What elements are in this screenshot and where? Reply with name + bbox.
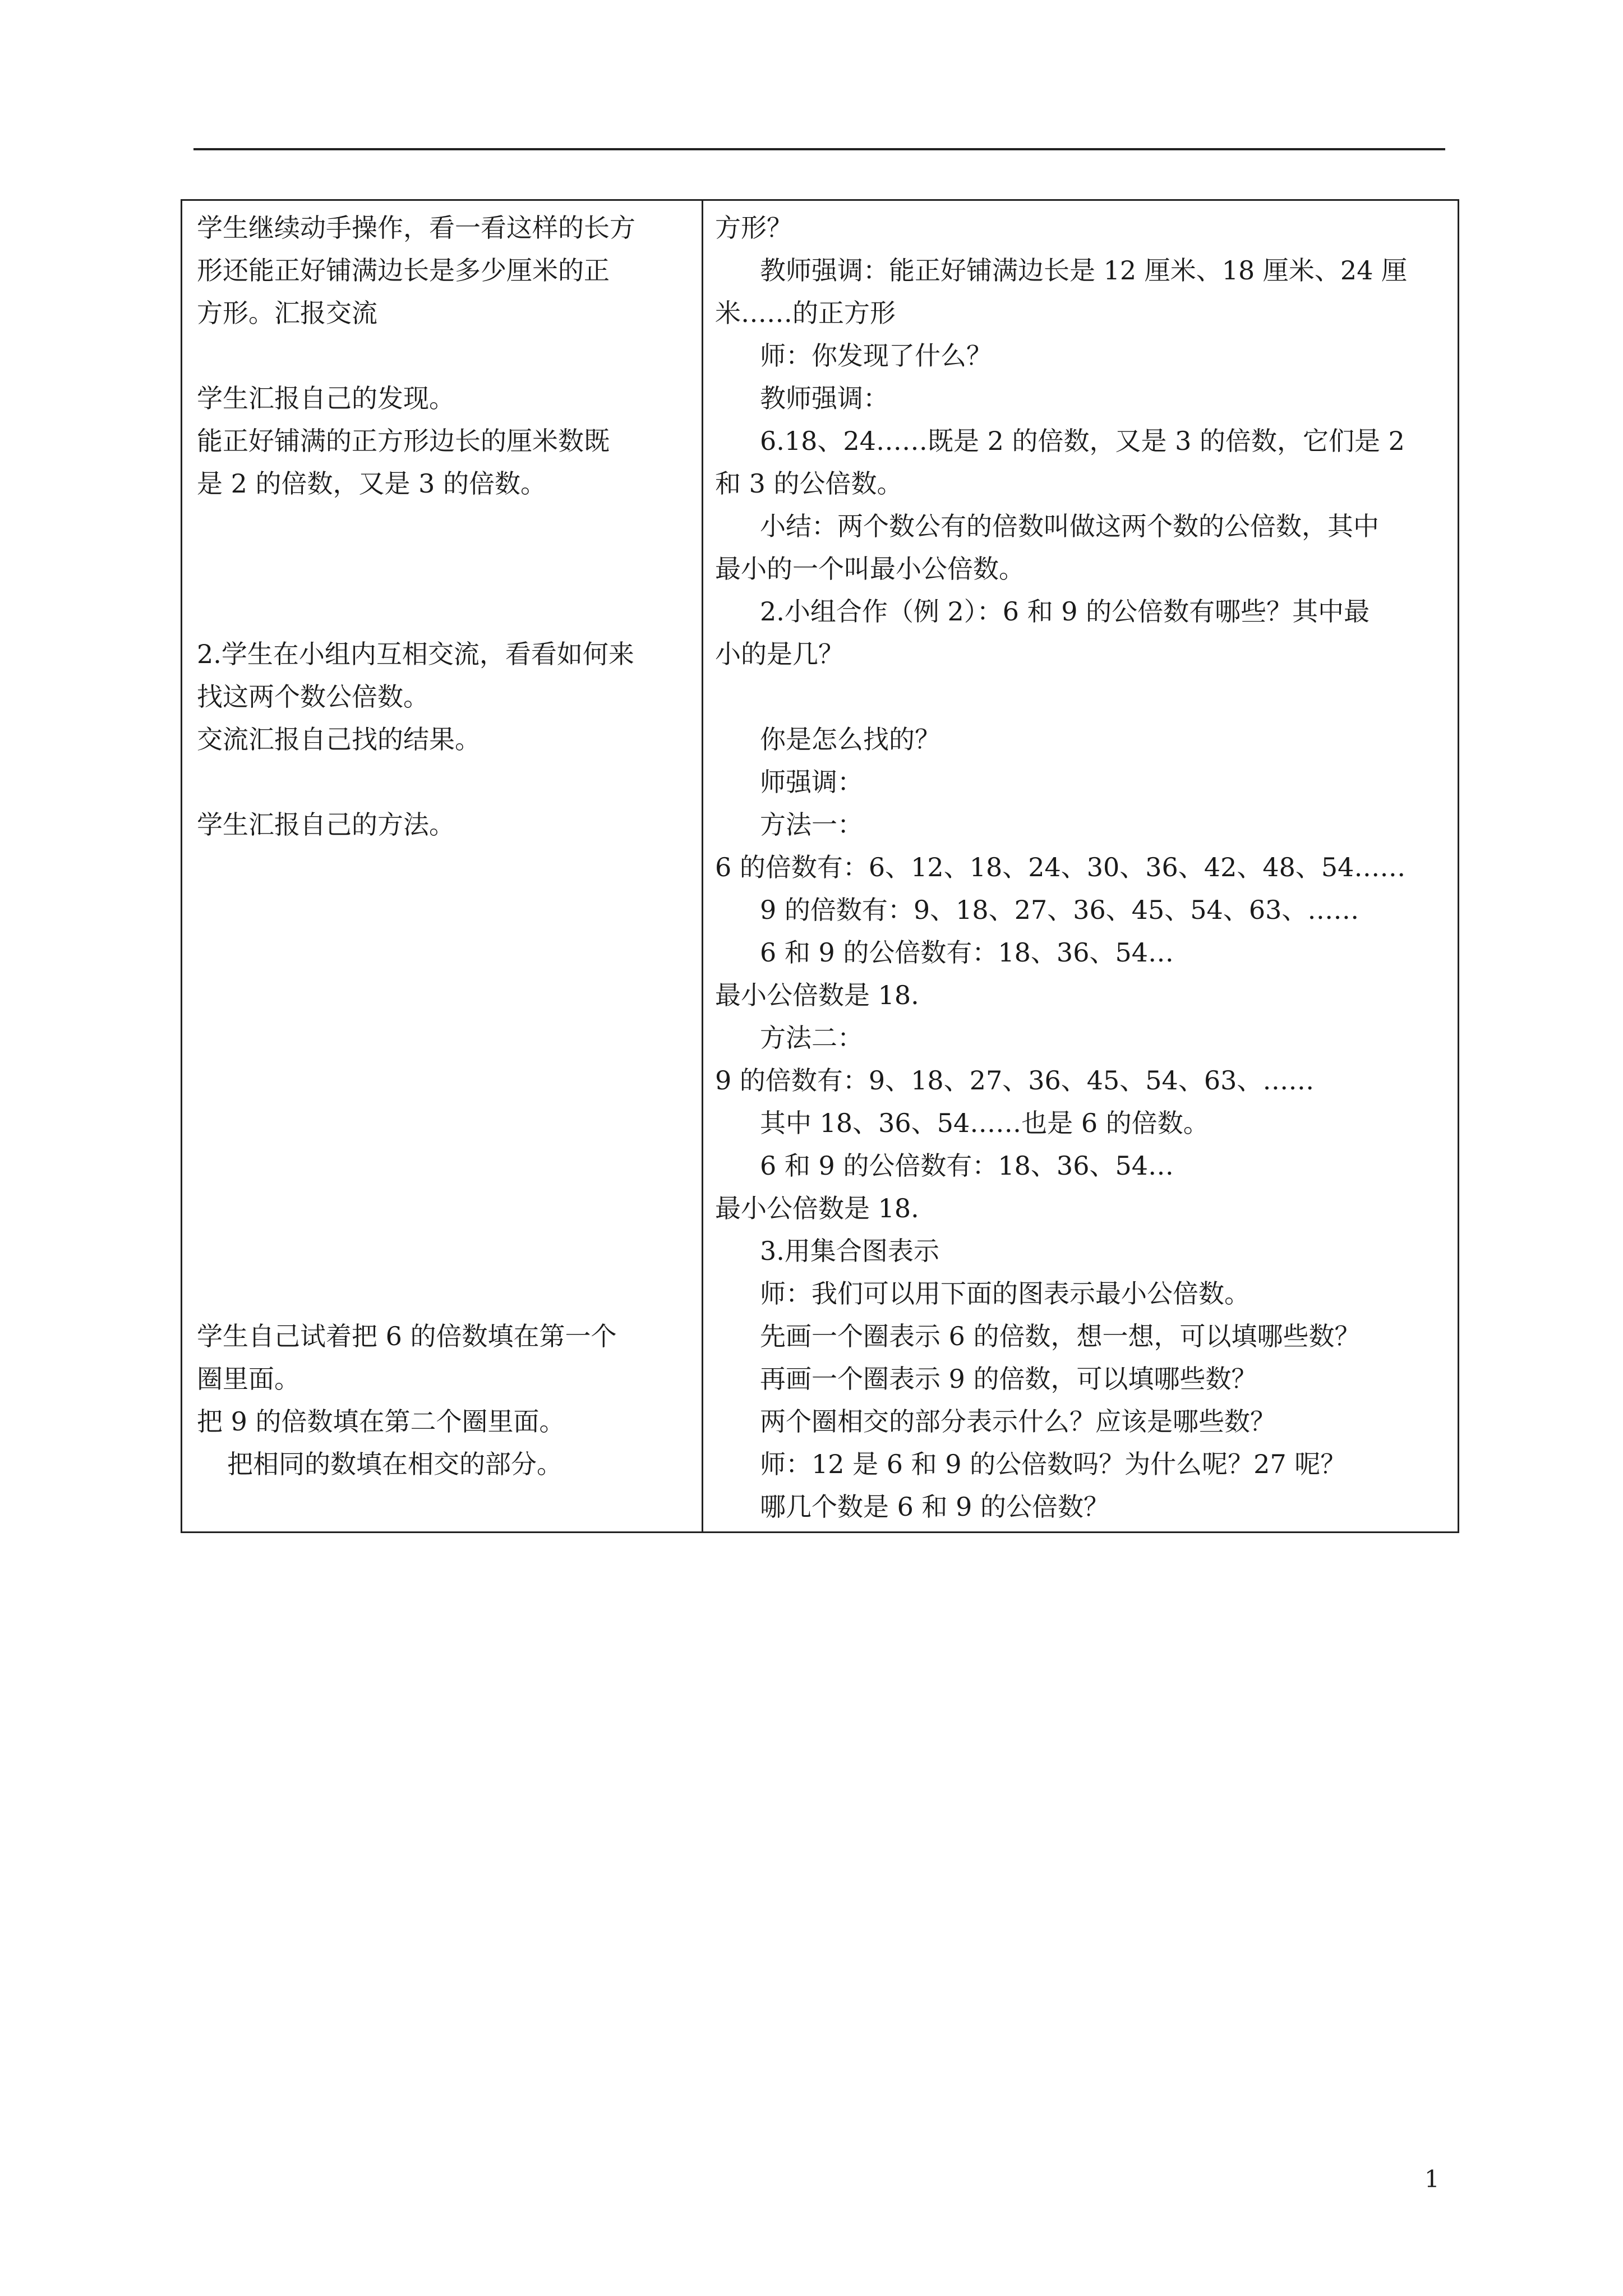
- left-line: 方形。汇报交流: [197, 298, 377, 328]
- left-line: 学生自己试着把 6 的倍数填在第一个: [197, 1321, 617, 1351]
- right-line: 小的是几？: [715, 639, 844, 669]
- page-number: 1: [1424, 2165, 1440, 2193]
- right-line: 9 的倍数有：9、18、27、36、45、54、63、……: [715, 1065, 1315, 1096]
- right-line: 方法二：: [760, 1023, 863, 1053]
- left-line: 能正好铺满的正方形边长的厘米数既: [197, 426, 610, 456]
- right-line: 你是怎么找的？: [760, 724, 940, 754]
- right-line: 其中 18、36、54……也是 6 的倍数。: [760, 1108, 1209, 1138]
- right-line: 师：你发现了什么？: [760, 341, 992, 371]
- right-line: 最小公倍数是 18.: [715, 1193, 919, 1223]
- left-line: 学生汇报自己的发现。: [197, 383, 455, 413]
- right-line: 两个圈相交的部分表示什么？应该是哪些数？: [760, 1406, 1276, 1437]
- right-line: 6 和 9 的公倍数有：18、36、54…: [760, 1151, 1174, 1181]
- left-line: 把相同的数填在相交的部分。: [227, 1449, 562, 1479]
- right-line: 米……的正方形: [715, 298, 896, 328]
- right-line: 方法一：: [760, 809, 863, 840]
- right-line: 2.小组合作（例 2）：6 和 9 的公倍数有哪些？其中最: [760, 596, 1370, 627]
- right-line: 和 3 的公倍数。: [715, 468, 903, 499]
- right-line: 3.用集合图表示: [760, 1236, 939, 1266]
- left-line: 是 2 的倍数，又是 3 的倍数。: [197, 468, 547, 499]
- right-line: 最小的一个叫最小公倍数。: [715, 554, 1025, 584]
- left-line: 学生汇报自己的方法。: [197, 809, 455, 840]
- right-line: 6 和 9 的公倍数有：18、36、54…: [760, 937, 1174, 968]
- column-divider: [702, 201, 703, 1531]
- left-line: 交流汇报自己找的结果。: [197, 724, 481, 754]
- left-line: 把 9 的倍数填在第二个圈里面。: [197, 1406, 565, 1437]
- right-line: 先画一个圈表示 6 的倍数，想一想，可以填哪些数？: [760, 1321, 1361, 1351]
- right-line: 哪几个数是 6 和 9 的公倍数？: [760, 1492, 1110, 1522]
- lesson-table: [181, 199, 1459, 1533]
- left-line: 圈里面。: [197, 1364, 300, 1394]
- right-line: 6 的倍数有：6、12、18、24、30、36、42、48、54……: [715, 852, 1406, 882]
- right-line: 6.18、24……既是 2 的倍数，又是 3 的倍数，它们是 2: [760, 426, 1405, 456]
- right-line: 方形？: [715, 213, 792, 243]
- right-line: 师强调：: [760, 767, 863, 797]
- right-line: 再画一个圈表示 9 的倍数，可以填哪些数？: [760, 1364, 1257, 1394]
- right-line: 9 的倍数有：9、18、27、36、45、54、63、……: [760, 895, 1359, 925]
- left-line: 形还能正好铺满边长是多少厘米的正: [197, 255, 610, 286]
- right-line: 教师强调：: [760, 383, 889, 413]
- right-line: 教师强调：能正好铺满边长是 12 厘米、18 厘米、24 厘: [760, 255, 1408, 286]
- right-line: 最小公倍数是 18.: [715, 980, 919, 1010]
- left-line: 2.学生在小组内互相交流，看看如何来: [197, 639, 634, 669]
- left-line: 找这两个数公倍数。: [197, 682, 429, 712]
- right-line: 小结：两个数公有的倍数叫做这两个数的公倍数，其中: [760, 511, 1379, 541]
- header-rule: [193, 148, 1445, 150]
- left-line: 学生继续动手操作，看一看这样的长方: [197, 213, 635, 243]
- right-line: 师：我们可以用下面的图表示最小公倍数。: [760, 1278, 1250, 1309]
- right-line: 师：12 是 6 和 9 的公倍数吗？为什么呢？27 呢？: [760, 1449, 1347, 1479]
